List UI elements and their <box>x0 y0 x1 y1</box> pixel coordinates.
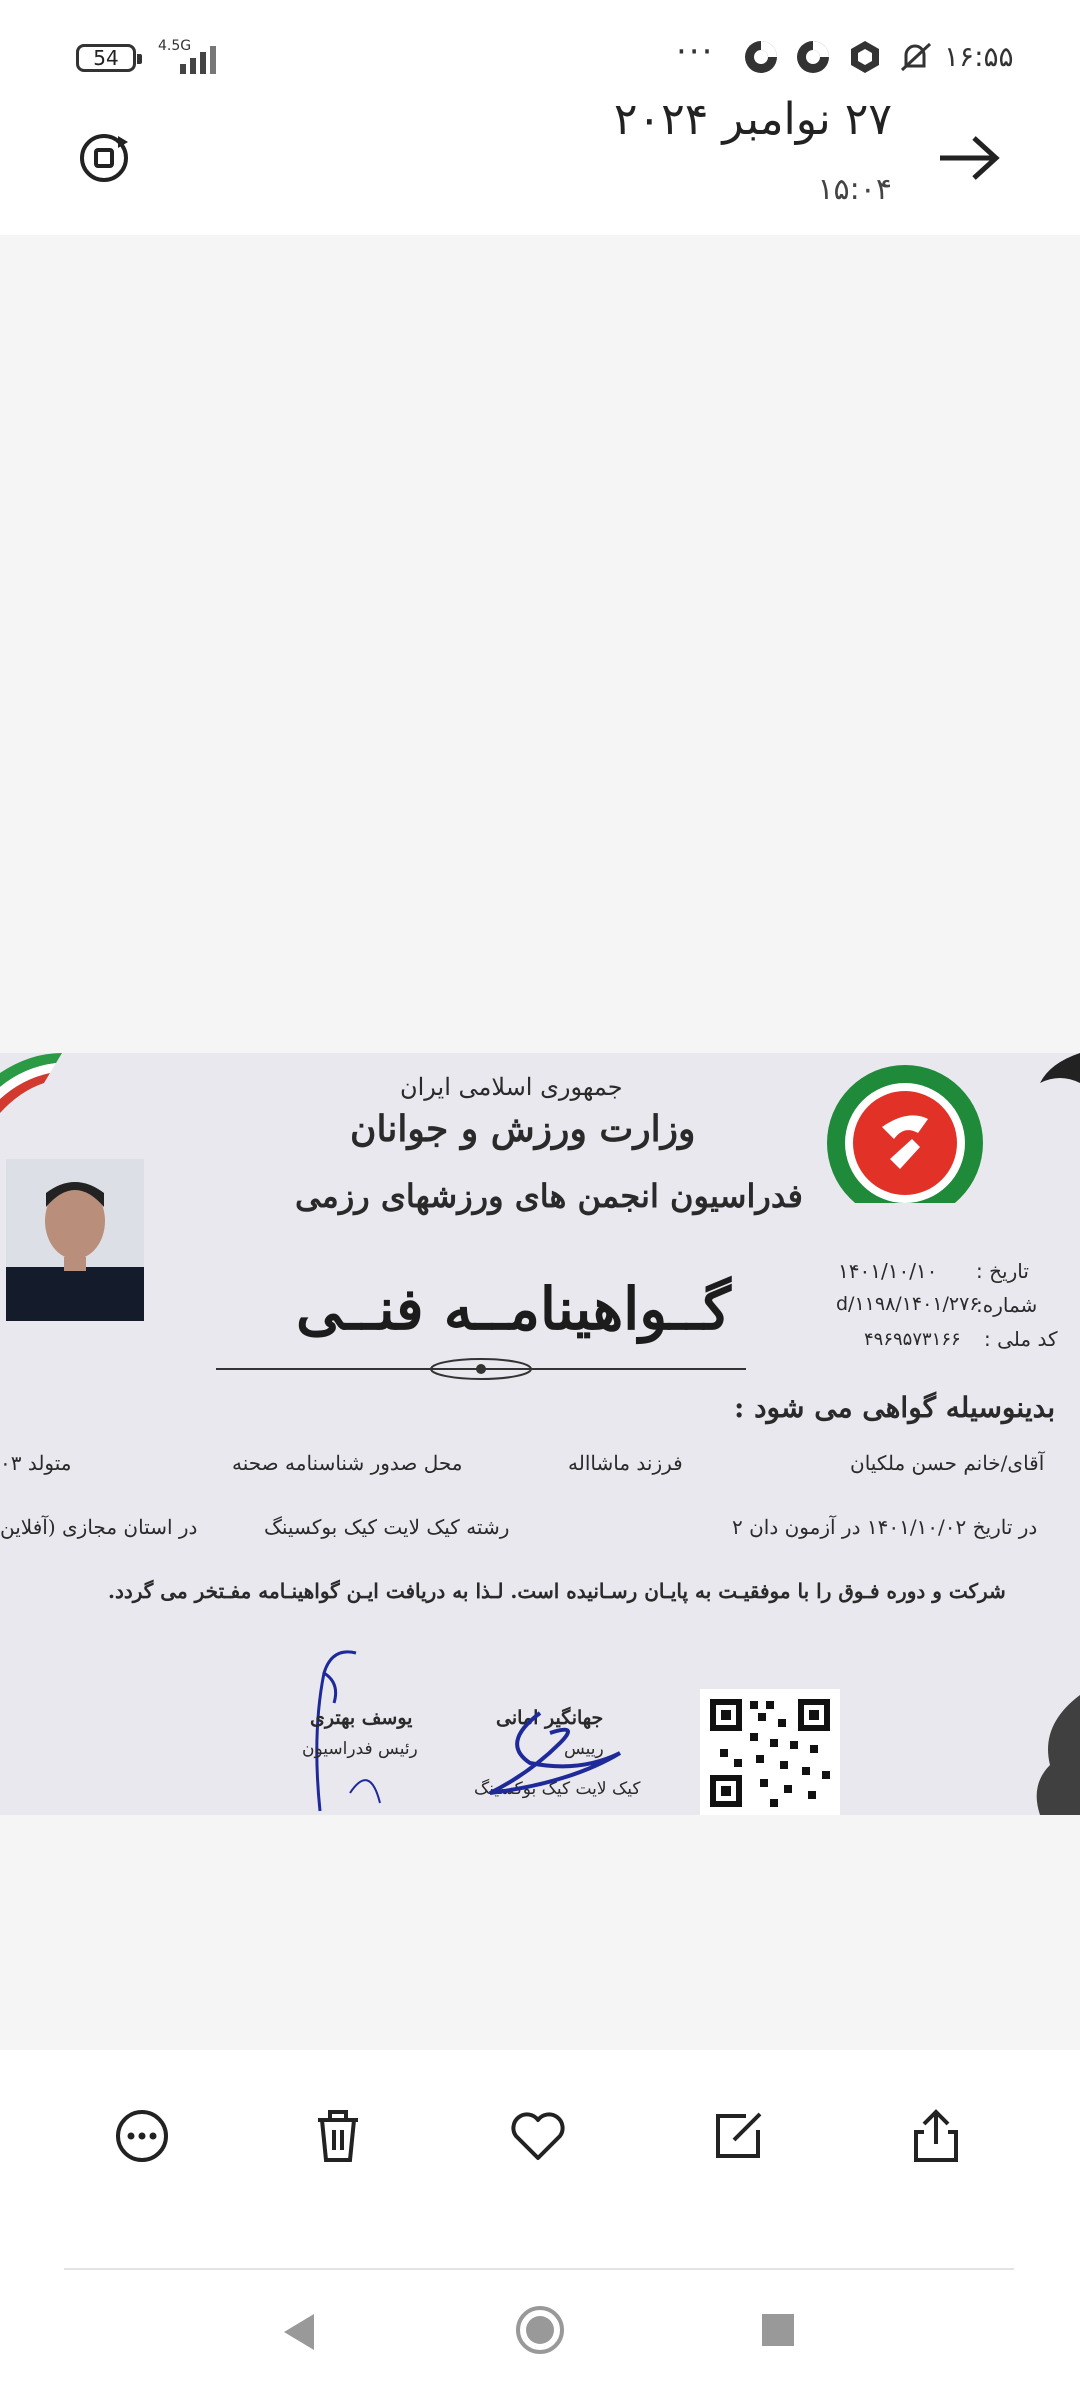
national-code-value: ۴۹۶۹۵۷۳۱۶۶ <box>864 1329 961 1350</box>
father-name: فرزند ماشااله <box>568 1451 683 1475</box>
edit-icon[interactable] <box>706 2104 770 2168</box>
number-value: ۱۴۰۱/۲۷۶/d/۱۱۹۸ <box>836 1293 980 1315</box>
share-icon[interactable] <box>904 2104 968 2168</box>
discipline: رشته کیک لایت کیک بوکسینگ <box>264 1515 510 1539</box>
signer2-subtitle: کیک لایت کیک بوکسینگ <box>474 1779 641 1799</box>
flag-ribbon <box>0 1053 70 1113</box>
republic-text: جمهوری اسلامی ایران <box>400 1073 623 1101</box>
corner-ornament <box>1020 1695 1080 1815</box>
app-notification-icon <box>794 38 832 76</box>
status-bar <box>0 30 1080 90</box>
province: در استان مجازی (آفلاین <box>0 1515 198 1539</box>
completion-text: شرکت و دوره فـوق را با موفقیـت به پایـان رسـانیده است. لـذا به دریافت ایـن گواهینـامه مفـتخر می گردد. <box>108 1579 1006 1603</box>
system-nav-bar <box>0 2270 1080 2400</box>
action-bar <box>0 2050 1080 2270</box>
heart-icon[interactable] <box>506 2104 570 2168</box>
nav-back-icon[interactable] <box>280 2310 320 2354</box>
photo-date: ۲۷ نوامبر ۲۰۲۴ <box>613 94 892 145</box>
signer2-title: رییس <box>564 1739 604 1759</box>
back-arrow-icon[interactable] <box>936 128 1004 188</box>
issue-place: محل صدور شناسنامه صحنه <box>232 1451 463 1475</box>
photo-time: ۱۵:۰۴ <box>817 172 892 207</box>
overflow-indicator: ··· <box>676 32 715 72</box>
certificate-image <box>0 1053 1080 1815</box>
number-label: شماره: <box>976 1293 1038 1317</box>
signer2-name: جهانگیر امانی <box>496 1707 604 1729</box>
mute-icon <box>896 38 934 76</box>
qr-code <box>700 1689 840 1815</box>
corner-ornament <box>1030 1053 1080 1113</box>
signature-2 <box>470 1703 630 1813</box>
national-code-label: کد ملی : <box>984 1327 1058 1351</box>
app-notification-icon <box>742 38 780 76</box>
nav-home-icon[interactable] <box>514 2304 566 2356</box>
intro-text: بدینوسیله گواهی می شود : <box>734 1391 1056 1424</box>
nav-recents-icon[interactable] <box>760 2312 796 2348</box>
title-divider <box>216 1353 746 1383</box>
ministry-text: وزارت ورزش و جوانان <box>350 1108 696 1150</box>
photo-viewer[interactable] <box>0 235 1080 2050</box>
birth-info: متولد ۰۳ <box>0 1451 72 1475</box>
federation-text: فدراسیون انجمن های ورزشهای رزمی <box>295 1177 803 1215</box>
federation-seal <box>816 1053 994 1203</box>
shield-app-icon <box>846 38 884 76</box>
status-time: ۱۶:۵۵ <box>944 40 1014 73</box>
passport-photo <box>6 1159 144 1321</box>
trash-icon[interactable] <box>306 2104 370 2168</box>
signer1-title: رئیس فدراسیون <box>302 1739 418 1759</box>
signer1-name: یوسف بهتری <box>310 1707 413 1729</box>
exam-date: در تاریخ ۱۴۰۱/۱۰/۰۲ در آزمون دان ۲ <box>732 1515 1038 1539</box>
certificate-title: گــواهینامــه فنــی <box>296 1275 731 1343</box>
date-value: ۱۴۰۱/۱۰/۱۰ <box>838 1259 938 1283</box>
more-icon[interactable] <box>110 2104 174 2168</box>
top-bar <box>0 0 1080 235</box>
holder-name: آقای/خانم حسن ملکیان <box>850 1451 1045 1475</box>
date-label: تاریخ : <box>976 1259 1029 1283</box>
network-type: 4.5G <box>158 38 192 54</box>
signal-icon <box>176 42 226 76</box>
battery-indicator: 54 <box>76 44 136 72</box>
rotate-icon[interactable] <box>74 128 134 188</box>
